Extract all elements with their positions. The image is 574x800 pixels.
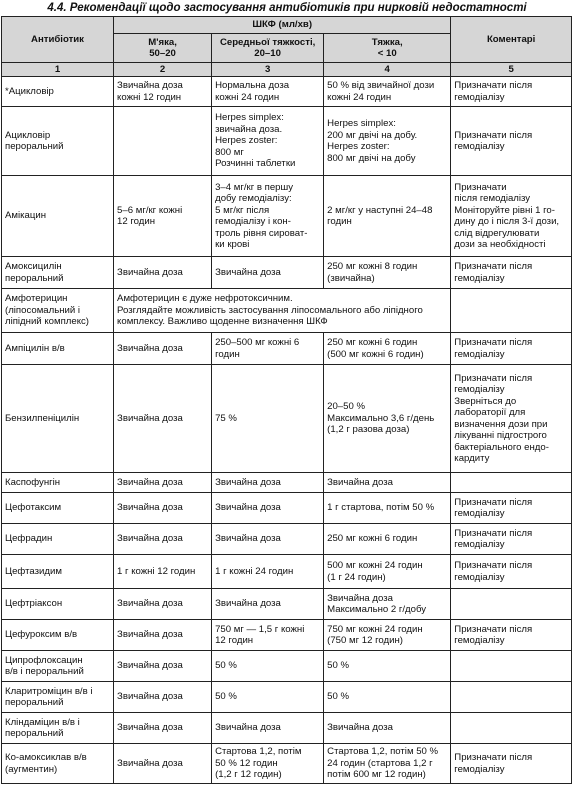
comment-cell: Призначати після гемодіалізу — [451, 524, 572, 555]
comment-cell: Призначати після гемодіалізу — [451, 744, 572, 784]
table-row — [2, 713, 572, 744]
severe-dose-cell: Звичайна доза — [324, 713, 451, 744]
antibiotic-name-cell: Амоксицилін пероральний — [2, 257, 114, 289]
moderate-dose-cell: 3–4 мг/кг в першу добу гемодіалізу: 5 мг/кг після гемодіалізу і кон- троль рівня сироват- ки крові — [212, 176, 324, 257]
antibiotic-name-cell: Цефотаксим — [2, 493, 114, 524]
severe-dose-cell: 50 % — [324, 682, 451, 713]
table-row — [2, 682, 572, 713]
severe-dose-cell: 50 % від звичайної дози кожні 24 годин — [324, 77, 451, 107]
severe-dose-cell: 1 г стартова, потім 50 % — [324, 493, 451, 524]
table-title: 4.4. Рекомендації щодо застосування антибіотиків при нирковій недостатності — [47, 2, 527, 14]
severe-dose-cell: 750 мг кожні 24 годин (750 мг 12 годин) — [324, 620, 451, 651]
comment-cell — [451, 289, 572, 333]
severe-dose-cell: Стартова 1,2, потім 50 % 24 годин (стартова 1,2 г потім 600 мг 12 годин) — [324, 744, 451, 784]
antibiotic-name-cell: Ампіцилін в/в — [2, 333, 114, 365]
comment-cell — [451, 589, 572, 620]
column-number: 2 — [114, 63, 212, 77]
severe-dose-cell: 2 мг/кг у наступні 24–48 годин — [324, 176, 451, 257]
table-row — [2, 333, 572, 365]
comment-cell: Призначати після гемодіалізу Зверніться до лабораторії для визначення дози при лікуванні підгострого бактеріального ендо- кардиту — [451, 365, 572, 473]
moderate-dose-cell: Звичайна доза — [212, 524, 324, 555]
antibiotic-name-cell: Амфотерицин (ліпосомальний і ліпідний комплекс) — [2, 289, 114, 333]
column-number: 1 — [2, 63, 114, 77]
comment-cell: Призначати після гемодіалізу — [451, 620, 572, 651]
severe-dose-cell: Звичайна доза — [324, 473, 451, 493]
antibiotic-name-cell: Кларитроміцин в/в і пероральний — [2, 682, 114, 713]
mild-dose-cell: Звичайна доза — [114, 651, 212, 682]
header-antibiotic: Антибіотик — [2, 17, 114, 63]
comment-cell — [451, 473, 572, 493]
moderate-dose-cell: Herpes simplex: звичайна доза. Herpes zoster: 800 мг Розчинні таблетки — [212, 107, 324, 176]
antibiotic-name-cell: Цефрадин — [2, 524, 114, 555]
table-row — [2, 176, 572, 257]
column-number: 5 — [451, 63, 572, 77]
mild-dose-cell: Звичайна доза кожні 12 годин — [114, 77, 212, 107]
table-row — [2, 289, 572, 333]
table-row — [2, 107, 572, 176]
comment-cell: Призначати після гемодіалізу — [451, 77, 572, 107]
table-row — [2, 651, 572, 682]
severe-dose-cell: 20–50 % Максимально 3,6 г/день (1,2 г разова доза) — [324, 365, 451, 473]
moderate-dose-cell: 750 мг — 1,5 г кожні 12 годин — [212, 620, 324, 651]
merged-note-cell: Амфотерицин є дуже нефротоксичним. Розглядайте можливість застосування ліпосомального або ліпідного комплексу. Важливо щоденне визначення ШКФ — [114, 289, 451, 333]
table-row — [2, 473, 572, 493]
antibiotics-table — [1, 16, 572, 784]
mild-dose-cell: Звичайна доза — [114, 257, 212, 289]
mild-dose-cell: Звичайна доза — [114, 365, 212, 473]
table-row — [2, 365, 572, 473]
comment-cell: Призначати після гемодіалізу — [451, 493, 572, 524]
column-number: 4 — [324, 63, 451, 77]
antibiotic-name-cell: Бензилпеніцилін — [2, 365, 114, 473]
table-body — [2, 77, 572, 784]
severe-dose-cell: 250 мг кожні 6 годин — [324, 524, 451, 555]
comment-cell — [451, 651, 572, 682]
severe-dose-cell: 250 мг кожні 6 годин (500 мг кожні 6 годин) — [324, 333, 451, 365]
header-gfr: ШКФ (мл/хв) — [114, 17, 451, 34]
comment-cell — [451, 682, 572, 713]
moderate-dose-cell: Звичайна доза — [212, 589, 324, 620]
moderate-dose-cell: 250–500 мг кожні 6 годин — [212, 333, 324, 365]
mild-dose-cell: Звичайна доза — [114, 744, 212, 784]
mild-dose-cell: Звичайна доза — [114, 589, 212, 620]
antibiotic-name-cell: Цефтазидим — [2, 555, 114, 589]
severe-dose-cell: 500 мг кожні 24 годин (1 г 24 годин) — [324, 555, 451, 589]
header-comments: Коментарі — [451, 17, 572, 63]
moderate-dose-cell: Звичайна доза — [212, 257, 324, 289]
moderate-dose-cell: Звичайна доза — [212, 493, 324, 524]
severe-dose-cell: Звичайна доза Максимально 2 г/добу — [324, 589, 451, 620]
comment-cell: Призначати після гемодіалізу — [451, 555, 572, 589]
comment-cell: Призначати після гемодіалізу — [451, 107, 572, 176]
moderate-dose-cell: Стартова 1,2, потім 50 % 12 годин (1,2 г 12 годин) — [212, 744, 324, 784]
comment-cell — [451, 713, 572, 744]
table-row — [2, 524, 572, 555]
comment-cell: Призначати після гемодіалізу — [451, 333, 572, 365]
mild-dose-cell: Звичайна доза — [114, 620, 212, 651]
antibiotic-name-cell: Каспофунгін — [2, 473, 114, 493]
table-row — [2, 620, 572, 651]
moderate-dose-cell: 50 % — [212, 651, 324, 682]
header-moderate: Середньої тяжкості, 20–10 — [212, 34, 324, 63]
mild-dose-cell: Звичайна доза — [114, 493, 212, 524]
moderate-dose-cell: 75 % — [212, 365, 324, 473]
mild-dose-cell: 5–6 мг/кг кожні 12 годин — [114, 176, 212, 257]
antibiotic-name-cell: Ципрофлоксацин в/в і пероральний — [2, 651, 114, 682]
severe-dose-cell: Herpes simplex: 200 мг двічі на добу. Herpes zoster: 800 мг двічі на добу — [324, 107, 451, 176]
comment-cell: Призначати після гемодіалізу Моніторуйте рівні 1 го- дину до і після 3-ї дози, слід відрегулювати дози за необхідності — [451, 176, 572, 257]
antibiotic-name-cell: Ко-амоксиклав в/в (аугментин) — [2, 744, 114, 784]
antibiotic-name-cell: Ацикловір пероральний — [2, 107, 114, 176]
mild-dose-cell: 1 г кожні 12 годин — [114, 555, 212, 589]
moderate-dose-cell: Звичайна доза — [212, 473, 324, 493]
mild-dose-cell: Звичайна доза — [114, 333, 212, 365]
antibiotic-name-cell: Амікацин — [2, 176, 114, 257]
severe-dose-cell: 250 мг кожні 8 годин (звичайна) — [324, 257, 451, 289]
table-row — [2, 257, 572, 289]
moderate-dose-cell: 50 % — [212, 682, 324, 713]
mild-dose-cell: Звичайна доза — [114, 713, 212, 744]
severe-dose-cell: 50 % — [324, 651, 451, 682]
mild-dose-cell — [114, 107, 212, 176]
antibiotic-name-cell: *Ацикловір — [2, 77, 114, 107]
header-severe: Тяжка, < 10 — [324, 34, 451, 63]
moderate-dose-cell: 1 г кожні 24 годин — [212, 555, 324, 589]
table-row — [2, 77, 572, 107]
moderate-dose-cell: Звичайна доза — [212, 713, 324, 744]
header-mild: М'яка, 50–20 — [114, 34, 212, 63]
table-row — [2, 555, 572, 589]
antibiotic-name-cell: Кліндаміцин в/в і пероральний — [2, 713, 114, 744]
table-row — [2, 493, 572, 524]
antibiotic-name-cell: Цефтріаксон — [2, 589, 114, 620]
comment-cell: Призначати після гемодіалізу — [451, 257, 572, 289]
table-row — [2, 589, 572, 620]
mild-dose-cell: Звичайна доза — [114, 473, 212, 493]
mild-dose-cell: Звичайна доза — [114, 682, 212, 713]
moderate-dose-cell: Нормальна доза кожні 24 годин — [212, 77, 324, 107]
table-row — [2, 744, 572, 784]
mild-dose-cell: Звичайна доза — [114, 524, 212, 555]
column-number: 3 — [212, 63, 324, 77]
antibiotic-name-cell: Цефуроксим в/в — [2, 620, 114, 651]
